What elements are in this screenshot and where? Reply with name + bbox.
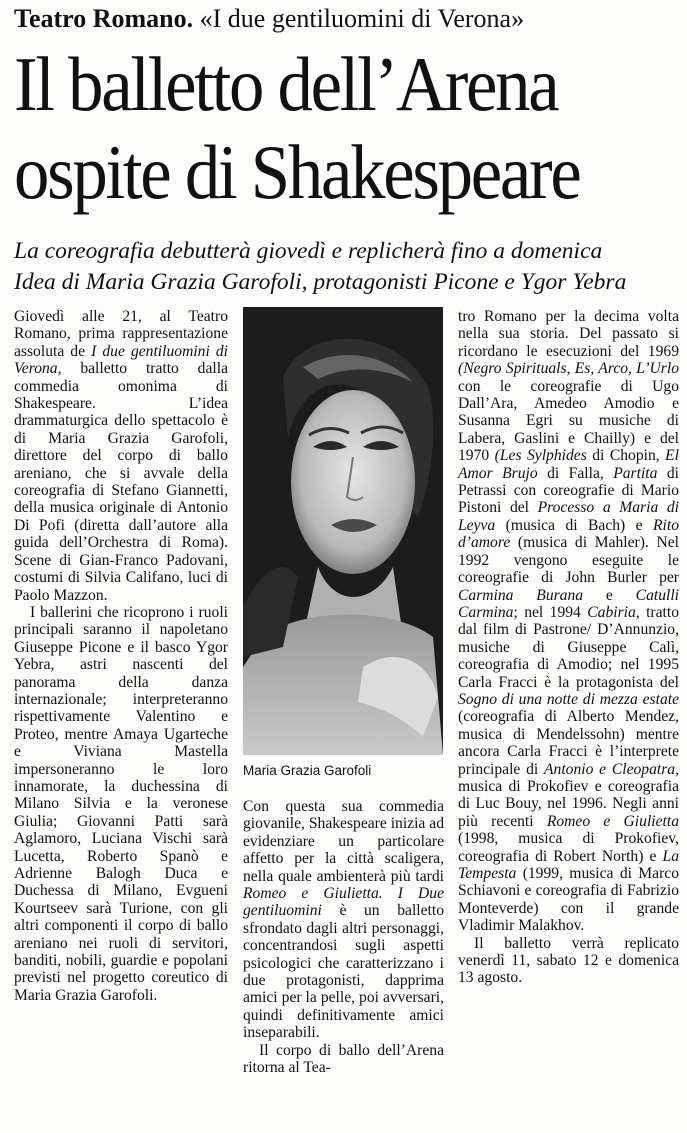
p4-text-d: di Chopin,	[586, 447, 666, 465]
p3-work-title-2: I Due gentiluomini	[243, 885, 444, 920]
headline-line-1: Il balletto dell’Arena	[14, 41, 558, 127]
p4-text-b: tro Romano per la decima volta nella sua storia. Del passato si ricordano le esecuzioni del 1969	[458, 308, 679, 360]
article-paragraph-1	[14, 308, 228, 604]
subhead-line-1: La coreografia debutterà giovedì e replicherà fino a domenica	[14, 238, 603, 264]
article-paragraph-4-start: Il corpo di ballo dell’Arena ritorna al Tea-	[243, 1041, 444, 1077]
p3-text-b: è un balletto sfrondato dagli altri personaggi, concentrandosi sugli aspetti psicologici che caratterizzano i due protagonisti, dapprima amici per la pelle, poi avversari, quindi definitivamente amici inseparabili.	[243, 902, 444, 1042]
article-paragraph-2: I ballerini che ricoprono i ruoli principali saranno il napoletano Giuseppe Picone e il basco Ygor Yebra, astri nascenti del panorama della danza internazionale; interpreteranno rispettivamente Valentino e Proteo, mentre Amaya Ugarteche e Viviana Mastella impersoneranno le loro innamorate, la duchessina di Milano Silvia e la veronese Giulia; Giovanni Patti sarà Aglamoro, Luciana Vischi sarà Lucetta, Roberto Spanò e Adrienne Balogh Duca e Duchessa di Milano, Evgueni Kourtseev sarà Turione, con gli altri componenti il corpo di ballo areniano nei ruoli di servitori, banditi, nobili, guardie e popolani previsti nel progetto coreutico di Maria Grazia Garofoli.	[14, 603, 228, 1004]
p4-title-11: Antonio e Cleopatra,	[544, 760, 679, 778]
kicker	[14, 2, 684, 36]
p1-text-b: balletto tratto dalla commedia omonima di Shakespeare. L’idea drammaturgica dello spettacolo è di Maria Grazia Garofoli, direttore del corpo di ballo areniano, che si avvale della coreografia di Stefano Giannetti, della musica originale di Antonio Di Pofi (diretta dall’autore alla guida dell’Orchestra di Roma). Scene di Gian-Franco Padovani, costumi di Silvia Califano, luci di Paolo Mazzon.	[14, 360, 228, 604]
subhead	[14, 236, 684, 298]
p4-title-8: Catulli Carmina	[458, 586, 679, 621]
article-column-2	[243, 798, 444, 1077]
article-column-3	[458, 308, 679, 987]
p4-text-f: di Petrassi con coreografie di Mario Pistoni del	[458, 464, 680, 517]
p3-work-title-1: Romeo e Giulietta.	[243, 885, 383, 903]
subhead-line-2: Idea di Maria Grazia Garofoli, protagonisti Picone e Ygor Yebra	[14, 269, 627, 295]
p4-title-12: Romeo e Giulietta	[546, 812, 679, 830]
p4-text-j: ; nel 1994	[513, 603, 588, 621]
p4-title-13: La Tempesta	[458, 847, 679, 882]
kicker-title: «I due gentiluomini di Verona»	[199, 4, 525, 33]
p4-text-l: (coreografia di Alberto Mendez, musica di Mendelssohn) mentre ancora Carla Fracci è l’interprete principale di	[458, 708, 679, 778]
portrait-illustration	[243, 307, 443, 755]
article-paragraph-4-cont	[458, 308, 679, 935]
photo-caption: Maria Grazia Garofoli	[243, 763, 372, 778]
p4-title-6: Rito d’amore	[458, 516, 679, 552]
p4-text-n: (1998, musica di Prokofiev, coreografia di Robert North) e	[458, 830, 679, 865]
kicker-venue: Teatro Romano.	[14, 4, 194, 33]
headline-line-2: ospite di Shakespeare	[14, 129, 580, 215]
portrait-photo	[243, 307, 443, 755]
p1-text-a: Giovedì alle 21, al Teatro Romano, prima rappresentazione assoluta de	[14, 308, 228, 360]
p4-title-7: Carmina Burana	[458, 586, 584, 604]
p4-text-i: e	[583, 586, 636, 604]
article-column-1	[14, 308, 228, 1004]
p4-title-2: (Les Sylphides	[494, 447, 587, 465]
p4-title-3: El Amor Brujo	[458, 447, 679, 482]
article-paragraph-3	[243, 798, 444, 1042]
p4-title-5: Processo a Maria di Leyva	[458, 499, 679, 534]
p4-text-c: con le coreografie di Ugo Dall’Ara, Amedeo Amodio e Susanna Egri su musiche di Labera, Gaslini e Chailly) e del 1970	[458, 377, 679, 465]
p4-text-g: (musica di Bach) e	[495, 516, 653, 534]
p4-text-m: musica di Prokofiev e coreografia di Luc Bouy, nel 1996. Negli anni più recenti	[458, 777, 679, 830]
p3-text-a: Con questa sua commedia giovanile, Shakespeare inizia ad evidenziare un particolare affetto per la città scaligera, nella quale ambienterà più tardi	[243, 798, 444, 885]
p4-title-1: (Negro Spirituals, Es, Arco, L’Urlo	[458, 360, 679, 378]
p1-work-title: I due gentiluomini di Verona,	[14, 342, 228, 378]
p4-text-h: (musica di Mahler). Nel 1992 vengono eseguite le coreografie di John Burler per	[458, 534, 679, 587]
p4-text-k: tratto dal film di Pastrone/ D’Annunzio, musiche di Giuseppe Calì, coreografia di Amodio; nel 1995 Carla Fracci è la protagonista del	[458, 603, 679, 691]
p4-text-e: di Falla,	[537, 464, 614, 482]
headline	[14, 40, 630, 216]
article-paragraph-5: Il balletto verrà replicato venerdì 11, sabato 12 e domenica 13 agosto.	[458, 934, 679, 987]
p4-text-o: (1999, musica di Marco Schiavoni e coreografia di Fabrizio Monteverde) con il grande Vladimir Malakhov.	[458, 865, 679, 935]
p4-title-4: Partita	[613, 464, 658, 482]
p4-title-10: Sogno di una notte di mezza estate	[458, 690, 679, 708]
p4-title-9: Cabiria,	[587, 603, 640, 621]
